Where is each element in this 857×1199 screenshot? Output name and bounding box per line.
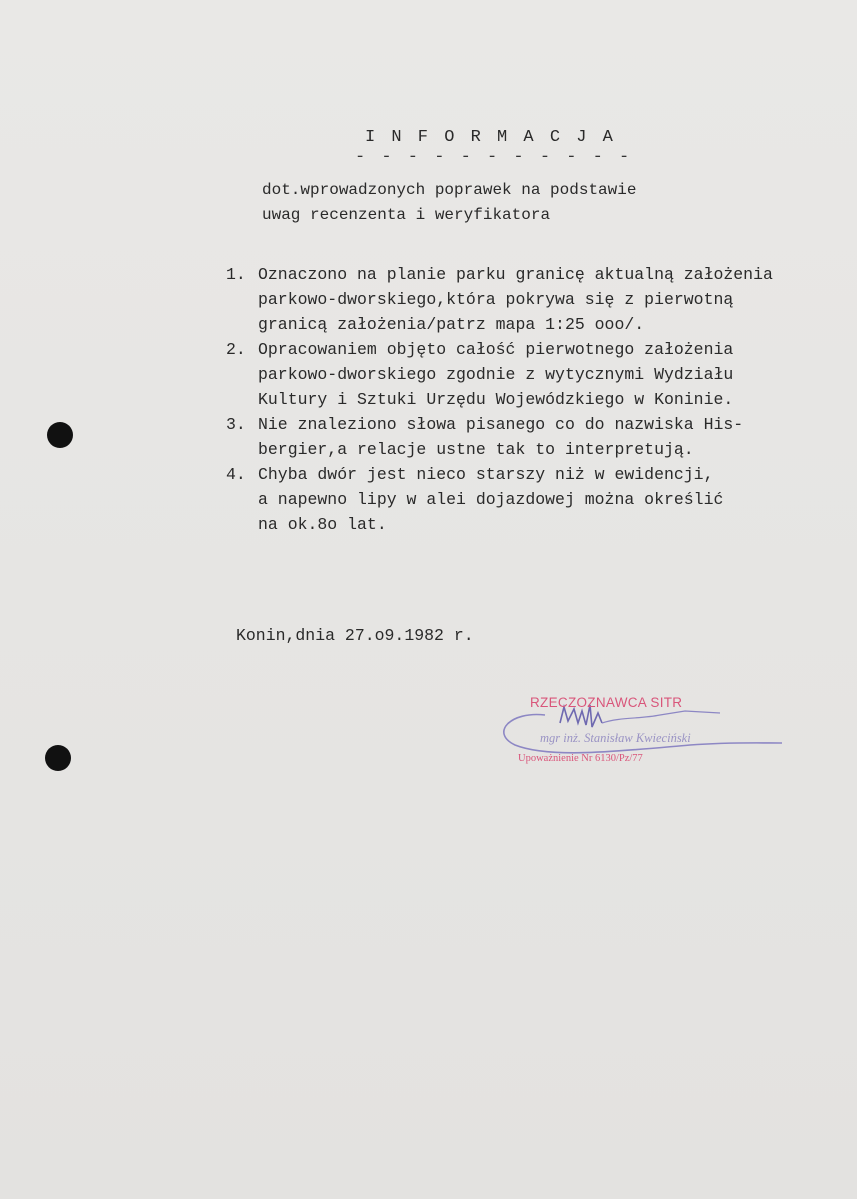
item-number: 3. xyxy=(226,415,246,434)
subtitle xyxy=(262,178,636,228)
punch-hole xyxy=(45,745,71,771)
list-item xyxy=(226,462,773,537)
item-text: Oznaczono na planie parku granicę aktualną założenia parkowo-dworskiego,która pokrywa się z pierwotną granicą założenia/patrz mapa 1:25 ooo/. xyxy=(258,265,773,334)
list-item xyxy=(226,262,773,337)
subtitle-line: uwag recenzenta i weryfikatora xyxy=(262,206,551,224)
list-item xyxy=(226,337,773,412)
item-number: 2. xyxy=(226,340,246,359)
document-title: I N F O R M A C J A xyxy=(365,128,616,147)
punch-hole xyxy=(47,422,73,448)
item-number: 4. xyxy=(226,465,246,484)
item-text: Nie znaleziono słowa pisanego co do nazwiska His- bergier,a relacje ustne tak to interpretują. xyxy=(258,415,744,459)
item-text: Opracowaniem objęto całość pierwotnego założenia parkowo-dworskiego zgodnie z wytycznymi Wydziału Kultury i Sztuki Urzędu Wojewódzkiego w Koninie. xyxy=(258,340,734,409)
stamp-authorization: Upoważnienie Nr 6130/Pz/77 xyxy=(518,753,643,764)
item-number: 1. xyxy=(226,265,246,284)
place-date: Konin,dnia 27.o9.1982 r. xyxy=(236,626,474,645)
stamp-title: RZECZOZNAWCA SITR xyxy=(530,695,683,710)
item-text: Chyba dwór jest nieco starszy niż w ewidencji, a napewno lipy w alei dojazdowej można określić na ok.8o lat. xyxy=(258,465,724,534)
items-list xyxy=(226,262,773,537)
list-item xyxy=(226,412,773,462)
stamp xyxy=(490,693,790,773)
stamp-name: mgr inż. Stanisław Kwieciński xyxy=(540,731,691,745)
subtitle-line: dot.wprowadzonych poprawek na podstawie xyxy=(262,181,637,199)
title-underline: - - - - - - - - - - - xyxy=(355,148,633,167)
